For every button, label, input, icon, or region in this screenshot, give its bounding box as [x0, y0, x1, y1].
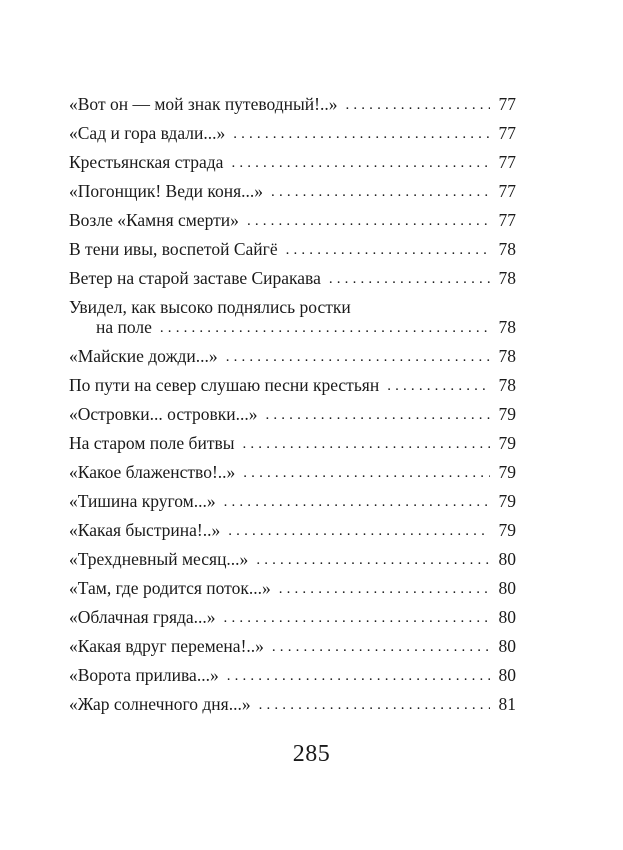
toc-entry	[69, 694, 516, 714]
toc-entry-title: Увидел, как высоко поднялись ростки	[69, 297, 351, 317]
toc-entry-page: 80	[498, 578, 516, 598]
toc-entry	[69, 607, 516, 627]
toc-entry	[69, 268, 516, 288]
toc-entry	[69, 210, 516, 230]
toc-entry-page: 77	[498, 210, 516, 230]
toc-entry-page: 79	[498, 462, 516, 482]
toc-entry-page: 79	[498, 520, 516, 540]
toc-entry-page: 81	[498, 694, 516, 714]
toc-entry-title: В тени ивы, воспетой Сайгё	[69, 239, 278, 259]
toc-entry-title: «Облачная гряда...»	[69, 607, 216, 627]
toc-entry	[69, 152, 516, 172]
toc-entry	[69, 94, 516, 114]
toc-entry-page: 78	[498, 317, 516, 337]
dot-leader	[160, 319, 490, 337]
dot-leader	[243, 464, 490, 482]
toc-entry-page: 80	[498, 665, 516, 685]
toc-entry-page: 80	[498, 549, 516, 569]
dot-leader	[271, 183, 490, 201]
toc-entry-title: «Какая быстрина!..»	[69, 520, 221, 540]
toc-entry-title: «Трехдневный месяц...»	[69, 549, 249, 569]
dot-leader	[265, 406, 490, 424]
toc-entry-page: 77	[498, 152, 516, 172]
toc-entry-page: 78	[498, 346, 516, 366]
dot-leader	[247, 212, 490, 230]
dot-leader	[345, 96, 490, 114]
dot-leader	[272, 638, 490, 656]
toc-entry-page: 80	[498, 607, 516, 627]
toc-entry-page: 79	[498, 433, 516, 453]
dot-leader	[224, 493, 490, 511]
toc-entry-page: 77	[498, 181, 516, 201]
dot-leader	[387, 377, 490, 395]
toc-entry	[69, 665, 516, 685]
dot-leader	[329, 270, 490, 288]
toc-entry	[69, 375, 516, 395]
toc-entry-title: «Какая вдруг перемена!..»	[69, 636, 264, 656]
toc-entry-continuation	[69, 317, 516, 337]
toc-entry	[69, 636, 516, 656]
dot-leader	[224, 609, 490, 627]
toc-entry	[69, 520, 516, 540]
toc-entry	[69, 578, 516, 598]
toc-entry-page: 77	[498, 94, 516, 114]
toc-entry	[69, 239, 516, 259]
toc-entry	[69, 433, 516, 453]
toc-entry	[69, 123, 516, 143]
toc-entry	[69, 181, 516, 201]
toc-entry	[69, 346, 516, 366]
toc-entry-page: 80	[498, 636, 516, 656]
dot-leader	[227, 667, 490, 685]
dot-leader	[233, 125, 490, 143]
toc-entry-page: 79	[498, 404, 516, 424]
table-of-contents	[69, 94, 516, 723]
toc-entry-title: Крестьянская страда	[69, 152, 224, 172]
toc-entry-page: 78	[498, 239, 516, 259]
toc-entry	[69, 404, 516, 424]
toc-entry-title: «Жар солнечного дня...»	[69, 694, 251, 714]
dot-leader	[259, 696, 490, 714]
toc-entry	[69, 462, 516, 482]
dot-leader	[286, 241, 490, 259]
toc-entry-title: «Тишина кругом...»	[69, 491, 216, 511]
toc-entry-title-line2: на поле	[96, 317, 152, 337]
toc-entry-title: «Какое блаженство!..»	[69, 462, 236, 482]
toc-entry-title: «Там, где родится поток...»	[69, 578, 271, 598]
toc-entry-title: По пути на север слушаю песни крестьян	[69, 375, 380, 395]
toc-entry-title: «Островки... островки...»	[69, 404, 258, 424]
toc-entry	[69, 297, 516, 337]
toc-entry-title: На старом поле битвы	[69, 433, 235, 453]
toc-entry-page: 78	[498, 268, 516, 288]
toc-entry-title: «Сад и гора вдали...»	[69, 123, 226, 143]
page-number: 285	[292, 741, 331, 767]
dot-leader	[231, 154, 490, 172]
dot-leader	[279, 580, 490, 598]
toc-entry-title: «Майские дожди...»	[69, 346, 218, 366]
toc-entry	[69, 491, 516, 511]
dot-leader	[228, 522, 490, 540]
toc-entry-title: «Ворота прилива...»	[69, 665, 219, 685]
dot-leader	[256, 551, 490, 569]
dot-leader	[226, 348, 490, 366]
toc-entry-title: «Вот он — мой знак путеводный!..»	[69, 94, 338, 114]
toc-entry-page: 77	[498, 123, 516, 143]
dot-leader	[243, 435, 491, 453]
toc-entry-title: «Погонщик! Веди коня...»	[69, 181, 264, 201]
toc-entry	[69, 549, 516, 569]
toc-entry-title: Ветер на старой заставе Сиракава	[69, 268, 321, 288]
toc-entry-title: Возле «Камня смерти»	[69, 210, 239, 230]
toc-entry-page: 79	[498, 491, 516, 511]
toc-entry-page: 78	[498, 375, 516, 395]
